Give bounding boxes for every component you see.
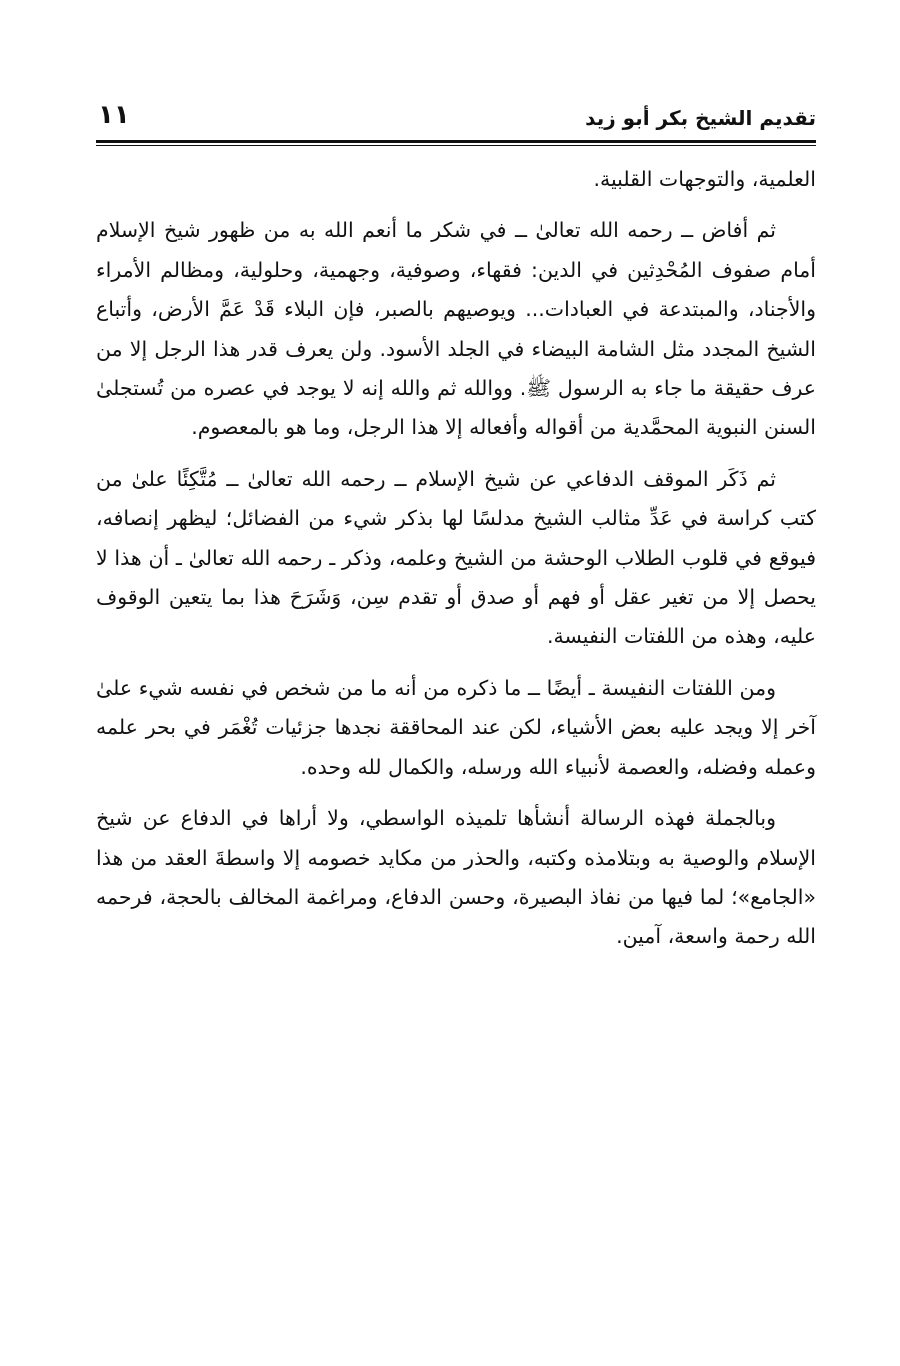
body-text: [96, 160, 816, 957]
header-rule-thin: [96, 145, 816, 146]
running-title: تقديم الشيخ بكر أبو زيد: [585, 106, 816, 130]
page-header: [96, 96, 816, 140]
page-number: ١١: [98, 100, 130, 130]
book-page: [96, 96, 816, 1276]
header-rule-thick: [96, 140, 816, 143]
paragraph: ومن اللفتات النفيسة ـ أيضًا ــ ما ذكره من أنه ما من شخص في نفسه شيء علىٰ آخر إلا ويجد عليه بعض الأشياء، لكن عند المحاققة نجدها جزئيات تُغْمَر في بحر علمه وعمله وفضله، والعصمة لأنبياء الله ورسله، والكمال لله وحده.: [96, 675, 816, 779]
paragraph-continuation: العلمية، والتوجهات القلبية.: [593, 167, 816, 191]
paragraph: ثم أفاض ــ رحمه الله تعالىٰ ــ في شكر ما أنعم الله به من ظهور شيخ الإسلام أمام صفوف المُحْدِثين في الدين: فقهاء، وصوفية، وجهمية، وحلولية، ومظالم الأمراء والأجناد، والمبتدعة في العبادات... ويوصيهم بالصبر، فإن البلاء قَدْ عَمَّ الأرض، وأتباع الشيخ المجدد مثل الشامة البيضاء في الجلد الأسود. ولن يعرف قدر هذا الرجل إلا من عرف حقيقة ما جاء به الرسول ﷺ. ووالله ثم والله إنه لا يوجد في عصره من تُستجلىٰ السنن النبوية المحمَّدية من أقواله وأفعاله إلا هذا الرجل، وما هو بالمعصوم.: [96, 218, 816, 440]
paragraph: ثم ذَكَر الموقف الدفاعي عن شيخ الإسلام ــ رحمه الله تعالىٰ ــ مُتَّكِئًا علىٰ من كتب كراسة في عَدِّ مثالب الشيخ مدلسًا لها بذكر شيء من الفضائل؛ ليظهر إنصافه، فيوقع في قلوب الطلاب الوحشة من الشيخ وعلمه، وذكر ـ رحمه الله تعالىٰ ـ أن هذا لا يحصل إلا من تغير عقل أو فهم أو صدق أو تقدم سِن، وَشَرَحَ هذا بما يتعين الوقوف عليه، وهذه من اللفتات النفيسة.: [96, 466, 816, 649]
paragraph: وبالجملة فهذه الرسالة أنشأها تلميذه الواسطي، ولا أراها في الدفاع عن شيخ الإسلام والوصية به وبتلامذه وكتبه، والحذر من مكايد خصومه إلا واسطةَ العقد من هذا «الجامع»؛ لما فيها من نفاذ البصيرة، وحسن الدفاع، ومراغمة المخالف بالحجة، فرحمه الله رحمة واسعة، آمين.: [96, 806, 816, 949]
